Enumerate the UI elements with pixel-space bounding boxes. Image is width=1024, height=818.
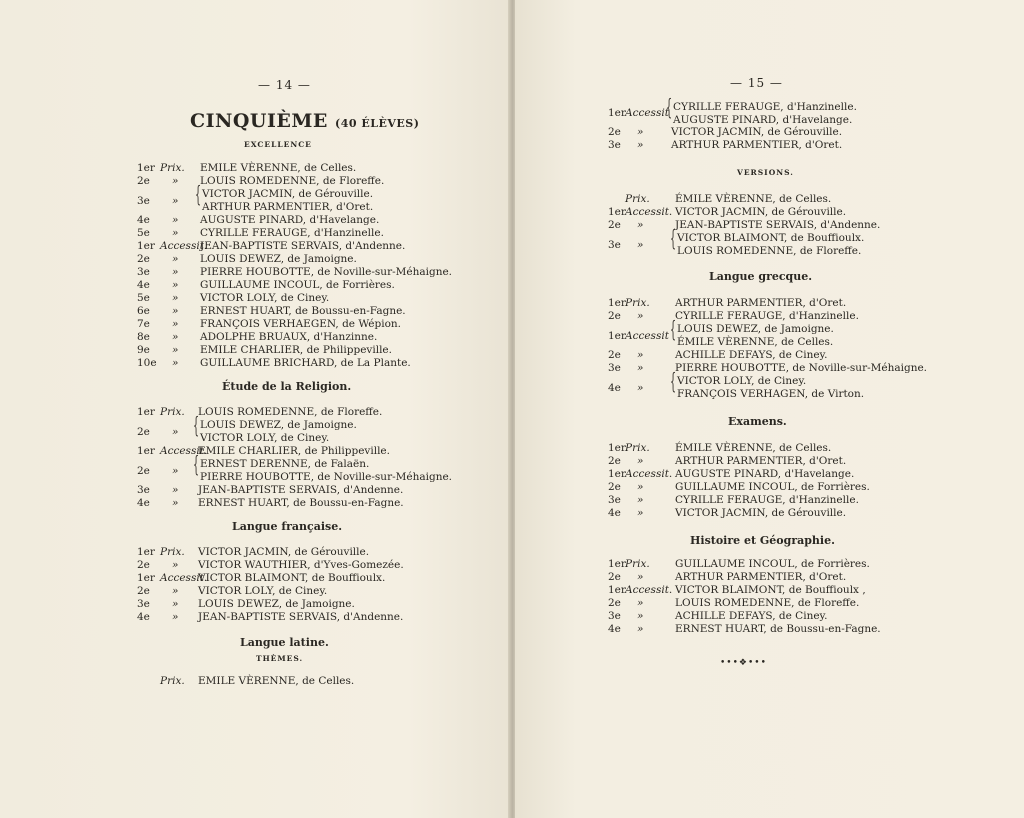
francaise-heading: Langue française. (232, 520, 343, 533)
histoire-heading: Histoire et Géographie. (690, 534, 835, 547)
brace-glyph: { (192, 414, 200, 439)
award-label: » (172, 194, 179, 207)
award-recipient: VICTOR BLAIMONT, de Bouffioulx. (677, 232, 865, 244)
award-rank: 2e (608, 126, 621, 138)
award-label: » (172, 484, 179, 496)
award-recipient: LOUIS DEWEZ, de Jamoigne. (677, 323, 834, 335)
award-recipient: EMILE VÈRENNE, de Celles. (200, 162, 357, 174)
award-label: Accessit (625, 329, 669, 342)
award-recipient: VICTOR BLAIMONT, de Bouffioulx. (198, 572, 386, 584)
award-rank: 2e (608, 597, 621, 609)
award-rank: 1er (608, 558, 626, 570)
award-label: » (637, 610, 644, 622)
award-rank: 6e (137, 305, 150, 317)
award-label: » (172, 292, 179, 304)
class-title-note: (40 ÉLÈVES) (335, 117, 420, 130)
award-rank: 1er (608, 468, 626, 480)
award-recipient: CYRILLE FERAUGE, d'Hanzinelle. (675, 310, 859, 322)
award-rank: 2e (137, 253, 150, 265)
award-recipient: JEAN-BAPTISTE SERVAIS, d'Andenne. (198, 484, 404, 496)
award-rank: 4e (137, 214, 150, 226)
award-rank: 2e (608, 481, 621, 493)
award-rank: 2e (137, 559, 150, 571)
award-rank: 3e (608, 238, 621, 251)
award-label: » (637, 310, 644, 322)
award-label: » (172, 425, 179, 438)
award-label: » (172, 331, 179, 343)
award-recipient: ADOLPHE BRUAUX, d'Hanzinne. (200, 331, 378, 343)
award-label: » (637, 349, 644, 361)
award-recipient: LOUIS ROMEDENNE, de Floreffe. (675, 597, 860, 609)
award-rank: 2e (137, 425, 150, 438)
award-label: » (637, 381, 644, 394)
award-label: » (172, 357, 179, 369)
award-recipient: ACHILLE DEFAYS, de Ciney. (675, 610, 828, 622)
excellence-heading: EXCELLENCE (244, 140, 312, 149)
award-rank: 2e (137, 585, 150, 597)
award-recipient: CYRILLE FERAUGE, d'Hanzinelle. (673, 101, 857, 113)
award-recipient: CYRILLE FERAUGE, d'Hanzinelle. (200, 227, 384, 239)
award-rank: 4e (137, 279, 150, 291)
award-label: Accessit. (160, 572, 208, 584)
class-title-text: CINQUIÈME (190, 110, 328, 132)
award-rank: 8e (137, 331, 150, 343)
award-rank: 4e (137, 497, 150, 509)
award-label: Accessit. (625, 584, 673, 596)
award-recipient: ÉMILE VÈRENNE, de Celles. (675, 442, 832, 454)
award-recipient: VICTOR LOLY, de Ciney. (677, 375, 807, 387)
award-recipient: FRANÇOIS VERHAGEN, de Virton. (677, 388, 865, 400)
award-rank: 2e (608, 571, 621, 583)
award-label: » (637, 362, 644, 374)
award-recipient: VICTOR JACMIN, de Gérouville. (671, 126, 843, 138)
award-label: Prix. (625, 442, 650, 454)
award-label: Accessit (625, 107, 669, 120)
award-recipient: LOUIS DEWEZ, de Jamoigne. (200, 419, 357, 431)
award-label: Prix. (160, 162, 185, 174)
award-recipient: PIERRE HOUBOTTE, de Noville-sur-Méhaigne. (200, 471, 453, 483)
award-rank: 3e (137, 484, 150, 496)
award-recipient: ERNEST HUART, de Boussu-en-Fagne. (200, 305, 406, 317)
award-recipient: ERNEST HUART, de Boussu-en-Fagne. (675, 623, 881, 635)
award-rank: 5e (137, 292, 150, 304)
award-recipient: FRANÇOIS VERHAEGEN, de Wépion. (200, 318, 402, 330)
award-recipient: VICTOR JACMIN, de Gérouville. (202, 188, 374, 200)
award-rank: 7e (137, 318, 150, 330)
latine-heading: Langue latine. (240, 636, 329, 649)
award-recipient: VICTOR JACMIN, de Gérouville. (675, 507, 847, 519)
award-rank: 9e (137, 344, 150, 356)
award-label: Prix. (160, 675, 185, 687)
award-label: » (637, 455, 644, 467)
award-recipient: GUILLAUME INCOUL, de Forrières. (675, 558, 870, 570)
award-recipient: ÉMILE VÈRENNE, de Celles. (677, 336, 834, 348)
award-label: » (637, 126, 644, 138)
award-recipient: PIERRE HOUBOTTE, de Noville-sur-Méhaigne. (200, 266, 453, 278)
award-recipient: LOUIS ROMEDENNE, de Floreffe. (200, 175, 385, 187)
brace-glyph: { (669, 318, 677, 343)
versions-heading: VERSIONS. (737, 168, 794, 177)
brace-glyph: { (669, 370, 677, 395)
brace-glyph: { (194, 183, 202, 208)
left-page (0, 0, 510, 818)
award-label: Prix. (625, 558, 650, 570)
award-rank: 3e (137, 266, 150, 278)
award-label: » (637, 494, 644, 506)
award-rank: 1er (137, 445, 155, 457)
award-rank: 10e (137, 357, 157, 369)
award-label: » (637, 507, 644, 519)
award-label: » (637, 238, 644, 251)
award-label: Prix. (625, 297, 650, 309)
award-label: » (172, 175, 179, 187)
award-rank: 1er (137, 162, 155, 174)
ornament: •••❖••• (720, 658, 767, 668)
brace-glyph: { (192, 453, 200, 478)
award-rank: 3e (608, 362, 621, 374)
award-recipient: ARTHUR PARMENTIER, d'Oret. (675, 455, 847, 467)
award-rank: 3e (608, 138, 621, 151)
award-rank: 2e (137, 175, 150, 187)
award-label: » (637, 597, 644, 609)
brace-glyph: { (669, 227, 677, 252)
award-recipient: ARTHUR PARMENTIER, d'Oret. (671, 138, 843, 151)
award-rank: 1er (137, 572, 155, 584)
award-recipient: EMILE VÈRENNE, de Celles. (198, 675, 355, 687)
award-label: » (172, 598, 179, 610)
award-recipient: AUGUSTE PINARD, d'Havelange. (673, 113, 853, 126)
award-recipient: ARTHUR PARMENTIER, d'Oret. (675, 571, 847, 583)
award-recipient: LOUIS DEWEZ, de Jamoigne. (198, 598, 355, 610)
award-recipient: LOUIS ROMEDENNE, de Floreffe. (198, 406, 383, 418)
award-rank: 5e (137, 227, 150, 239)
award-label: » (172, 585, 179, 597)
award-label: Accessit. (160, 445, 208, 457)
award-label: » (172, 318, 179, 330)
award-recipient: VICTOR JACMIN, de Gérouville. (198, 546, 370, 558)
themes-heading: THÈMES. (256, 654, 304, 663)
award-recipient: PIERRE HOUBOTTE, de Noville-sur-Méhaigne. (675, 362, 928, 374)
award-rank: 3e (608, 610, 621, 622)
award-label: Prix. (625, 193, 650, 205)
right-page (515, 0, 1024, 818)
award-recipient: ARTHUR PARMENTIER, d'Oret. (202, 201, 374, 213)
award-label: Prix. (160, 406, 185, 418)
award-rank: 1er (608, 107, 626, 120)
award-rank: 1er (137, 240, 155, 252)
award-recipient: VICTOR JACMIN, de Gérouville. (675, 206, 847, 218)
award-rank: 3e (608, 494, 621, 506)
award-rank: 2e (608, 455, 621, 467)
award-label: » (637, 571, 644, 583)
award-recipient: AUGUSTE PINARD, d'Havelange. (200, 214, 380, 226)
award-recipient: LOUIS DEWEZ, de Jamoigne. (200, 253, 357, 265)
award-rank: 1er (608, 442, 626, 454)
award-recipient: GUILLAUME BRICHARD, de La Plante. (200, 357, 411, 369)
page-number: — 15 — (730, 76, 783, 90)
award-rank: 3e (137, 194, 150, 207)
award-label: » (172, 279, 179, 291)
award-recipient: VICTOR LOLY, de Ciney. (200, 432, 330, 444)
award-recipient: EMILE CHARLIER, de Philippeville. (200, 344, 392, 356)
award-rank: 4e (608, 507, 621, 519)
award-recipient: AUGUSTE PINARD, d'Havelange. (675, 468, 855, 480)
award-label: » (637, 219, 644, 231)
award-recipient: JEAN-BAPTISTE SERVAIS, d'Andenne. (675, 219, 881, 231)
award-label: Accessit. (625, 206, 673, 218)
award-rank: 2e (608, 219, 621, 231)
award-rank: 2e (608, 310, 621, 322)
award-recipient: GUILLAUME INCOUL, de Forrières. (200, 279, 395, 291)
award-label: » (637, 623, 644, 635)
award-recipient: ÉMILE VÈRENNE, de Celles. (675, 193, 832, 205)
award-recipient: ACHILLE DEFAYS, de Ciney. (675, 349, 828, 361)
award-rank: 3e (137, 598, 150, 610)
award-label: Accessit. (160, 240, 208, 252)
award-label: Prix. (160, 546, 185, 558)
grecque-heading: Langue grecque. (709, 270, 813, 283)
award-label: » (172, 611, 179, 623)
award-label: » (172, 559, 179, 571)
award-rank: 2e (137, 464, 150, 477)
award-label: » (172, 227, 179, 239)
award-rank: 1er (137, 546, 155, 558)
award-recipient: EMILE CHARLIER, de Philippeville. (198, 445, 390, 457)
award-recipient: LOUIS ROMEDENNE, de Floreffe. (677, 245, 862, 257)
award-recipient: ERNEST HUART, de Boussu-en-Fagne. (198, 497, 404, 509)
award-rank: 1er (608, 206, 626, 218)
award-label: » (172, 214, 179, 226)
award-label: » (172, 497, 179, 509)
award-recipient: VICTOR WAUTHIER, d'Yves-Gomezée. (198, 559, 404, 571)
award-recipient: CYRILLE FERAUGE, d'Hanzinelle. (675, 494, 859, 506)
award-label: » (637, 481, 644, 493)
award-recipient: JEAN-BAPTISTE SERVAIS, d'Andenne. (200, 240, 406, 252)
page-number: — 14 — (258, 78, 311, 92)
award-rank: 1er (608, 297, 626, 309)
award-rank: 4e (608, 381, 621, 394)
award-recipient: VICTOR BLAIMONT, de Bouffioulx , (675, 584, 866, 596)
award-label: » (172, 344, 179, 356)
award-rank: 2e (608, 349, 621, 361)
award-recipient: VICTOR LOLY, de Ciney. (200, 292, 330, 304)
award-recipient: ERNEST DERENNE, de Falaën. (200, 458, 370, 470)
award-rank: 1er (137, 406, 155, 418)
award-rank: 1er (608, 329, 626, 342)
examens-heading: Examens. (728, 415, 787, 428)
award-rank: 4e (137, 611, 150, 623)
class-title (190, 110, 419, 132)
brace-glyph: { (665, 96, 673, 121)
award-label: » (172, 253, 179, 265)
religion-heading: Étude de la Religion. (222, 380, 352, 393)
award-rank: 1er (608, 584, 626, 596)
award-recipient: JEAN-BAPTISTE SERVAIS, d'Andenne. (198, 611, 404, 623)
award-label: » (637, 138, 644, 151)
award-label: » (172, 464, 179, 477)
award-label: » (172, 305, 179, 317)
award-recipient: ARTHUR PARMENTIER, d'Oret. (675, 297, 847, 309)
award-rank: 4e (608, 623, 621, 635)
award-label: Accessit. (625, 468, 673, 480)
award-recipient: VICTOR LOLY, de Ciney. (198, 585, 328, 597)
award-recipient: GUILLAUME INCOUL, de Forrières. (675, 481, 870, 493)
award-label: » (172, 266, 179, 278)
